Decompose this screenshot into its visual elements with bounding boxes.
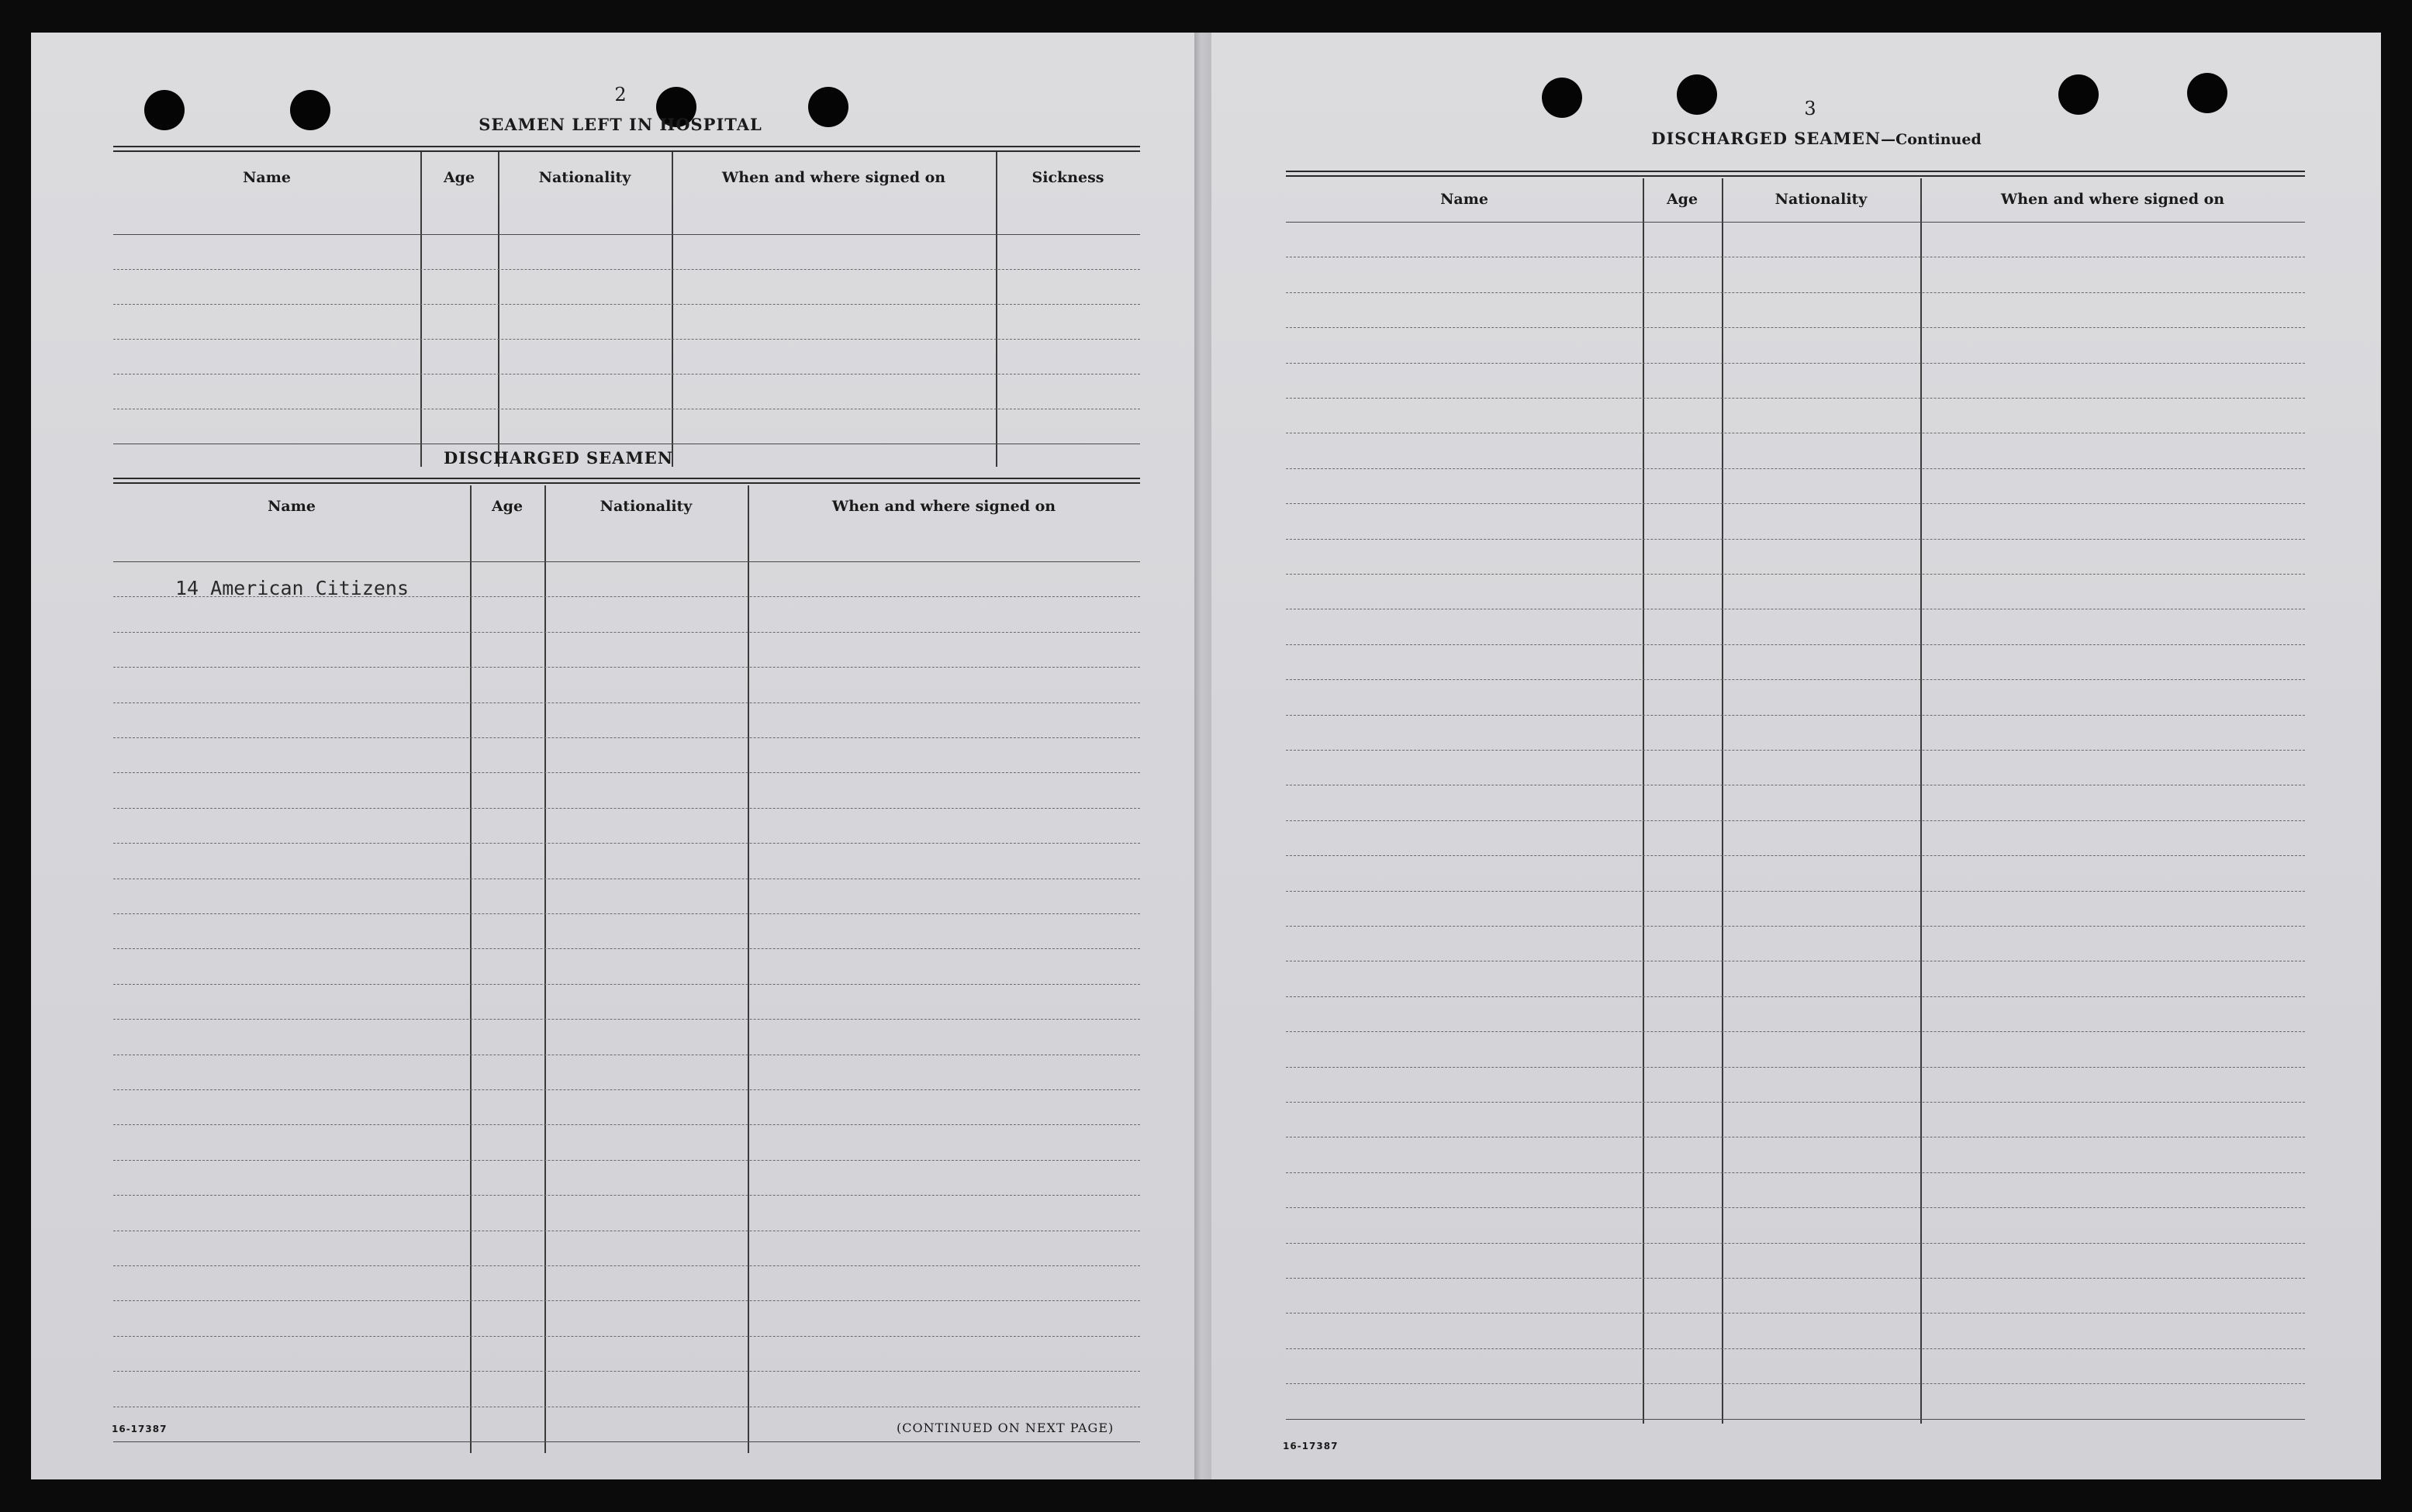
ruled-row-line — [113, 374, 1140, 375]
ruled-row-line — [1286, 996, 2305, 997]
page-gutter — [1194, 33, 1211, 1479]
ruled-row-line — [1286, 891, 2305, 892]
ruled-row-line — [1286, 327, 2305, 328]
ruled-row-line — [113, 1089, 1140, 1090]
discharged-continued-title — [1553, 129, 2080, 148]
ruled-row-line — [113, 843, 1140, 844]
col-header-signed-on: When and where signed on — [2000, 191, 2225, 208]
ruled-row-line — [113, 1019, 1140, 1020]
col-header-age: Age — [1666, 191, 1698, 208]
title-main: DISCHARGED SEAMEN — [1651, 129, 1882, 148]
col-header-name: Name — [268, 498, 316, 515]
col-header-name: Name — [243, 169, 291, 186]
ruled-row-line — [113, 596, 1140, 597]
ruled-row-line — [1286, 750, 2305, 751]
punch-hole — [1542, 78, 1582, 118]
ruled-row-line — [113, 269, 1140, 270]
hospital-section-title: SEAMEN LEFT IN HOSPITAL — [479, 115, 762, 134]
ruled-row-line — [1286, 926, 2305, 927]
ruled-row-line — [113, 702, 1140, 703]
col-header-nationality: Nationality — [1774, 191, 1868, 208]
col-header-nationality: Nationality — [600, 498, 693, 515]
ruled-row-line — [113, 1336, 1140, 1337]
page-right — [1211, 33, 2381, 1479]
table-bottom-rule — [113, 1441, 1140, 1442]
ruled-row-line — [1286, 1172, 2305, 1173]
ruled-row-line — [1286, 855, 2305, 856]
ruled-row-line — [1286, 574, 2305, 575]
ruled-row-line — [113, 948, 1140, 949]
discharged-continued-table — [1286, 171, 2305, 1427]
table-bottom-rule — [1286, 1419, 2305, 1420]
ruled-row-line — [113, 984, 1140, 985]
ruled-row-line — [113, 1300, 1140, 1301]
ruled-row-line — [1286, 222, 2305, 223]
page-number: 2 — [614, 84, 627, 105]
ruled-row-line — [113, 561, 1140, 562]
ruled-row-line — [1286, 1067, 2305, 1068]
discharged-section-title: DISCHARGED SEAMEN — [444, 448, 673, 468]
ruled-row-line — [1286, 292, 2305, 293]
form-number: 16-17387 — [112, 1424, 168, 1434]
page-number: 3 — [1804, 98, 1816, 119]
ruled-row-line — [1286, 1278, 2305, 1279]
page-left — [31, 33, 1194, 1479]
col-header-age: Age — [443, 169, 475, 186]
ruled-row-line — [113, 1124, 1140, 1125]
ruled-row-line — [113, 808, 1140, 809]
ruled-row-line — [1286, 1031, 2305, 1032]
ruled-row-line — [1286, 1383, 2305, 1384]
col-header-sickness: Sickness — [1031, 169, 1104, 186]
form-number: 16-17387 — [1283, 1441, 1339, 1452]
punch-hole — [144, 90, 185, 130]
ruled-row-line — [113, 913, 1140, 914]
ruled-row-line — [113, 1371, 1140, 1372]
ruled-row-line — [1286, 1348, 2305, 1349]
ruled-row-line — [113, 304, 1140, 305]
ruled-row-line — [1286, 715, 2305, 716]
col-header-signed-on: When and where signed on — [721, 169, 946, 186]
ruled-row-line — [1286, 820, 2305, 821]
punch-hole — [290, 90, 330, 130]
col-header-age: Age — [491, 498, 524, 515]
col-header-signed-on: When and where signed on — [831, 498, 1056, 515]
ruled-row-line — [1286, 398, 2305, 399]
ruled-row-line — [113, 1195, 1140, 1196]
punch-hole — [2058, 74, 2099, 115]
ruled-row-line — [113, 772, 1140, 773]
ruled-row-line — [113, 234, 1140, 235]
ruled-row-line — [1286, 1207, 2305, 1208]
ruled-row-line — [1286, 1243, 2305, 1244]
ruled-row-line — [1286, 503, 2305, 504]
col-header-name: Name — [1440, 191, 1488, 208]
ruled-row-line — [1286, 468, 2305, 469]
ruled-row-line — [113, 1160, 1140, 1161]
ruled-row-line — [1286, 539, 2305, 540]
punch-hole — [2187, 73, 2227, 113]
continued-note: (CONTINUED ON NEXT PAGE) — [897, 1421, 1114, 1435]
ruled-row-line — [1286, 363, 2305, 364]
ruled-row-line — [1286, 679, 2305, 680]
ruled-row-line — [113, 737, 1140, 738]
discharged-entry: 14 American Citizens — [175, 577, 409, 599]
ruled-row-line — [113, 667, 1140, 668]
ruled-row-line — [1286, 1313, 2305, 1314]
ruled-row-line — [113, 632, 1140, 633]
ruled-row-line — [113, 339, 1140, 340]
punch-hole — [1677, 74, 1717, 115]
ruled-row-line — [1286, 644, 2305, 645]
hospital-table — [113, 146, 1140, 471]
ruled-row-line — [1286, 1102, 2305, 1103]
col-header-nationality: Nationality — [538, 169, 631, 186]
discharged-table — [113, 478, 1140, 1456]
ruled-row-line — [113, 1265, 1140, 1266]
title-suffix: —Continued — [1881, 131, 1982, 148]
